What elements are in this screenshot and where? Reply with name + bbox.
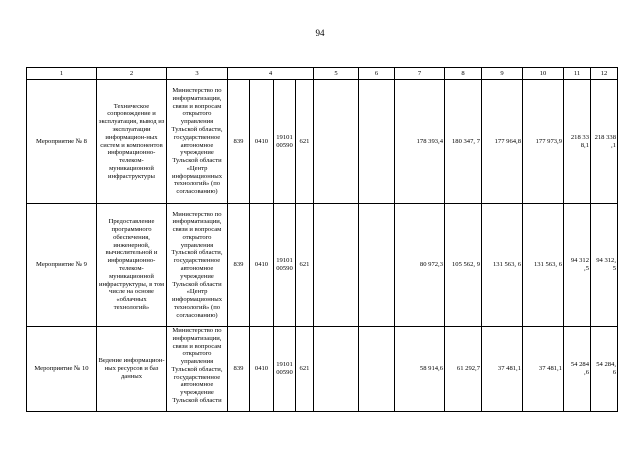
table-row	[27, 204, 618, 327]
rzpr-code: 0410	[250, 80, 274, 204]
value-col11: 94 312 ,5	[564, 204, 591, 327]
grbs-code: 839	[228, 80, 250, 204]
grbs-code: 839	[228, 327, 250, 412]
header-cell: 4	[228, 68, 314, 80]
value-col5	[314, 80, 359, 204]
header-cell: 3	[167, 68, 228, 80]
vr-code: 621	[296, 327, 314, 412]
rzpr-code: 0410	[250, 204, 274, 327]
header-cell: 2	[97, 68, 167, 80]
header-cell: 5	[314, 68, 359, 80]
value-col10: 37 481,1	[523, 327, 564, 412]
value-col5	[314, 204, 359, 327]
activity-description: Техническое сопровождение и эксплуатация, вывод из эксплуатации информацион-ных систем и компонентов информационно-телеком-муникационной инфраструктуры	[97, 80, 167, 204]
value-col8: 61 292,7	[445, 327, 482, 412]
executor: Министерство по информатизации, связи и вопросам открытого управления Тульской области, государственное автономное учреждение Тульской области «Центр информационных технологий» (по согласованию)	[167, 80, 228, 204]
header-cell: 1	[27, 68, 97, 80]
vr-code: 621	[296, 204, 314, 327]
csr-code: 19101 00590	[274, 204, 296, 327]
csr-code: 19101 00590	[274, 80, 296, 204]
value-col10: 177 973,9	[523, 80, 564, 204]
value-col7: 80 972,3	[395, 204, 445, 327]
table-row	[27, 80, 618, 204]
vr-code: 621	[296, 80, 314, 204]
header-cell: 7	[395, 68, 445, 80]
table-row	[27, 327, 618, 412]
value-col11: 54 284 ,6	[564, 327, 591, 412]
value-col6	[359, 327, 395, 412]
program-table	[26, 67, 618, 412]
header-cell: 9	[482, 68, 523, 80]
activity-name: Мероприятие № 9	[27, 204, 97, 327]
executor: Министерство по информатизации, связи и вопросам открытого управления Тульской области, государственное автономное учреждение Тульской области	[167, 327, 228, 412]
value-col8: 105 562, 9	[445, 204, 482, 327]
activity-description: Ведение информацион-ных ресурсов и баз данных	[97, 327, 167, 412]
executor: Министерство по информатизации, связи и вопросам открытого управления Тульской области, государственное автономное учреждение Тульской области «Центр информационных технологий» (по согласованию)	[167, 204, 228, 327]
value-col6	[359, 204, 395, 327]
csr-code: 19101 00590	[274, 327, 296, 412]
value-col6	[359, 80, 395, 204]
activity-description: Предоставление программного обеспечения, инженерной, вычислительной и информационно-телеком-муникационной инфраструктуры, в том числе на основе «облачных технологий»	[97, 204, 167, 327]
value-col7: 58 914,6	[395, 327, 445, 412]
grbs-code: 839	[228, 204, 250, 327]
header-cell: 10	[523, 68, 564, 80]
page-number: 94	[315, 28, 325, 38]
value-col10: 131 563, 6	[523, 204, 564, 327]
value-col7: 178 393,4	[395, 80, 445, 204]
value-col12: 218 338 ,1	[591, 80, 618, 204]
value-col9: 37 481,1	[482, 327, 523, 412]
value-col12: 54 284, 6	[591, 327, 618, 412]
value-col9: 177 964,8	[482, 80, 523, 204]
activity-name: Мероприятие № 8	[27, 80, 97, 204]
header-cell: 11	[564, 68, 591, 80]
header-cell: 6	[359, 68, 395, 80]
value-col12: 94 312, 5	[591, 204, 618, 327]
header-cell: 8	[445, 68, 482, 80]
value-col8: 180 347, 7	[445, 80, 482, 204]
activity-name: Мероприятие № 10	[27, 327, 97, 412]
value-col9: 131 563, 6	[482, 204, 523, 327]
header-cell: 12	[591, 68, 618, 80]
rzpr-code: 0410	[250, 327, 274, 412]
header-row	[27, 68, 618, 80]
value-col11: 218 33 8,1	[564, 80, 591, 204]
value-col5	[314, 327, 359, 412]
